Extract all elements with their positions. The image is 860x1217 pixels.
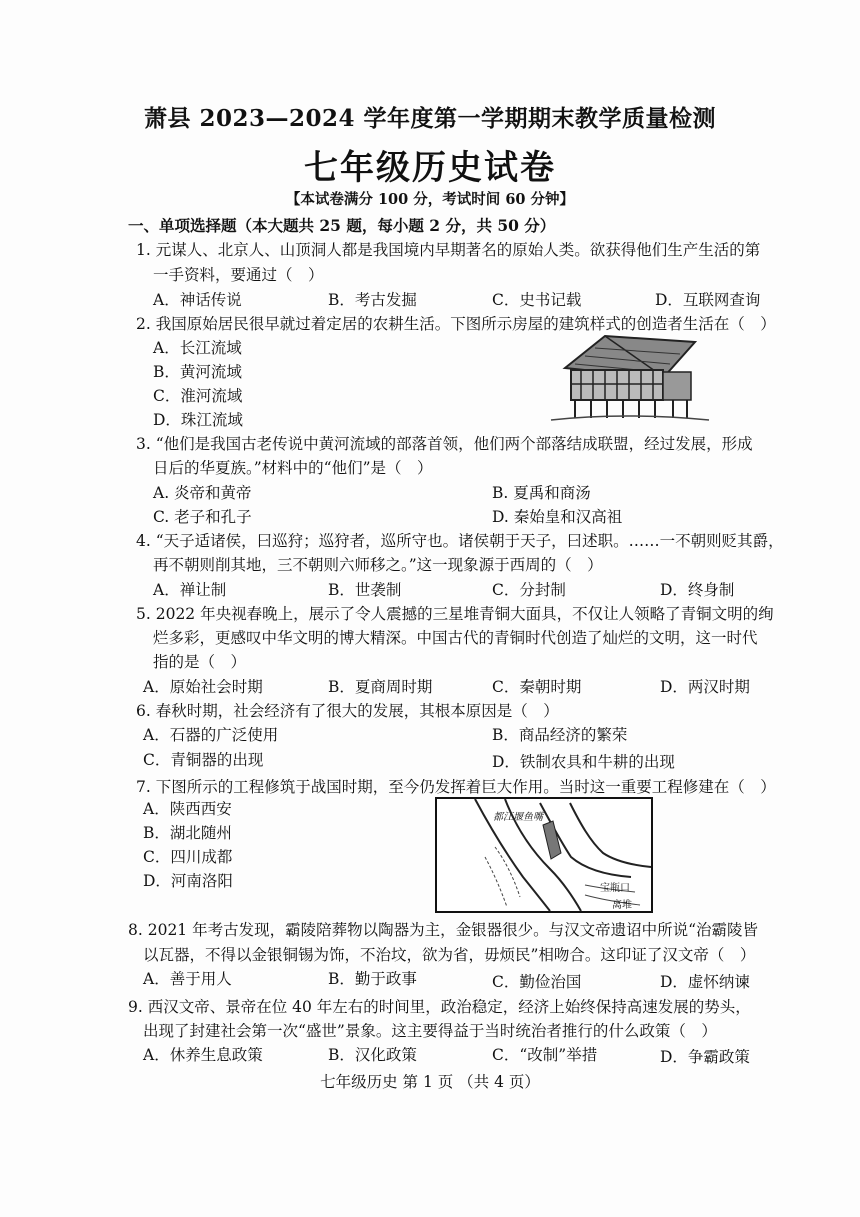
q7-option-c: C．四川成都: [143, 848, 233, 866]
q3-option-a: A. 炎帝和黄帝: [153, 484, 252, 502]
q4-option-c: C．分封制: [492, 581, 566, 599]
question-4-text: 4. “天子适诸侯，曰巡狩；巡狩者，巡所守也。诸侯朝于天子，曰述职。……一不朝则贬其爵，: [136, 532, 784, 550]
question-5-text-cont2: 指的是（ ）: [153, 653, 247, 671]
q9-option-a: A．休养生息政策: [143, 1046, 263, 1064]
question-9-text: 9. 西汉文帝、景帝在位 40 年左右的时间里，政治稳定，经济上始终保持高速发展的势头，: [128, 998, 751, 1016]
question-3-text: 3. “他们是我国古老传说中黄河流域的部落首领，他们两个部落结成联盟，经过发展，形成: [136, 435, 753, 453]
question-2-text: 2. 我国原始居民很早就过着定居的农耕生活。下图所示房屋的建筑样式的创造者生活在（ ）: [136, 315, 776, 333]
exam-title: 萧县 2023—2024 学年度第一学期期末教学质量检测: [143, 105, 717, 132]
q2-option-c: C．淮河流域: [153, 387, 243, 405]
q1-option-a: A．神话传说: [153, 291, 242, 309]
q9-option-b: B．汉化政策: [328, 1046, 417, 1064]
exam-note: 【本试卷满分 100 分，考试时间 60 分钟】: [285, 191, 575, 208]
q1-option-c: C．史书记载: [492, 291, 582, 309]
q8-option-b: B．勤于政事: [328, 970, 417, 988]
question-1-text: 1. 元谋人、北京人、山顶洞人都是我国境内早期著名的原始人类。欲获得他们生产生活的第: [136, 241, 761, 259]
map-label-lidui: 离堆: [612, 900, 632, 911]
q3-option-c: C. 老子和孔子: [153, 508, 252, 526]
q9-option-d: D．争霸政策: [660, 1048, 750, 1066]
question-7-text: 7. 下图所示的工程修筑于战国时期，至今仍发挥着巨大作用。当时这一重要工程修建在（ ）: [136, 778, 776, 796]
q2-option-b: B．黄河流域: [153, 363, 242, 381]
q6-option-b: B．商品经济的繁荣: [492, 726, 628, 744]
q8-option-c: C．勤俭治国: [492, 973, 582, 991]
q6-option-c: C．青铜器的出现: [143, 751, 264, 769]
question-3-text-cont: 日后的华夏族。”材料中的“他们”是（ ）: [153, 459, 433, 477]
q4-option-b: B．世袭制: [328, 581, 402, 599]
q2-option-d: D．珠江流域: [153, 411, 243, 429]
q8-option-d: D．虚怀纳谏: [660, 973, 750, 991]
exam-subtitle: 七年级历史试卷: [304, 148, 556, 188]
q3-option-b: B. 夏禹和商汤: [492, 484, 591, 502]
q5-option-b: B．夏商周时期: [328, 678, 433, 696]
section-heading: 一、单项选择题（本大题共 25 题，每小题 2 分，共 50 分）: [128, 216, 556, 235]
question-6-text: 6. 春秋时期，社会经济有了很大的发展，其根本原因是（ ）: [136, 702, 559, 720]
question-4-text-cont: 再不朝则削其地，三不朝则六师移之。”这一现象源于西周的（ ）: [153, 556, 603, 574]
q2-option-a: A．长江流域: [153, 339, 242, 357]
question-5-text-cont: 烂多彩，更感叹中华文明的博大精深。中国古代的青铜时代创造了灿烂的文明，这一时代: [153, 629, 758, 647]
map-label-baopingkou: 宝瓶口: [600, 883, 630, 894]
q5-option-c: C．秦朝时期: [492, 678, 582, 696]
q6-option-d: D．铁制农具和牛耕的出现: [492, 753, 675, 771]
question-9-text-cont: 出现了封建社会第一次“盛世”景象。这主要得益于当时统治者推行的什么政策（ ）: [143, 1022, 717, 1040]
map-label-yuzui: 都江堰鱼嘴: [493, 812, 543, 823]
stilt-house-image: [545, 332, 715, 424]
q7-option-d: D．河南洛阳: [143, 872, 233, 890]
q4-option-d: D．终身制: [660, 581, 735, 599]
q7-option-b: B．湖北随州: [143, 824, 232, 842]
q6-option-a: A．石器的广泛使用: [143, 726, 279, 744]
question-1-text-cont: 一手资料，要通过（ ）: [153, 266, 324, 284]
q1-option-b: B．考古发掘: [328, 291, 417, 309]
q7-option-a: A．陕西西安: [143, 800, 232, 818]
question-8-text: 8. 2021 年考古发现，霸陵陪葬物以陶器为主，金银器很少。与汉文帝遗诏中所说“治霸陵皆: [128, 921, 759, 939]
q3-option-d: D. 秦始皇和汉高祖: [492, 508, 623, 526]
question-5-text: 5. 2022 年央视春晚上，展示了令人震撼的三星堆青铜大面具，不仅让人领略了青铜文明的绚: [136, 605, 774, 623]
q5-option-d: D．两汉时期: [660, 678, 750, 696]
q9-option-c: C．“改制”举措: [492, 1046, 598, 1064]
q1-option-d: D．互联网查询: [655, 291, 761, 309]
question-8-text-cont: 以瓦器，不得以金银铜锡为饰，不治坟，欲为省，毋烦民”相吻合。这印证了汉文帝（ ）: [143, 946, 756, 964]
q8-option-a: A．善于用人: [143, 970, 232, 988]
page-footer: 七年级历史 第 1 页 （共 4 页）: [320, 1073, 540, 1091]
q4-option-a: A．禅让制: [153, 581, 227, 599]
q5-option-a: A．原始社会时期: [143, 678, 263, 696]
